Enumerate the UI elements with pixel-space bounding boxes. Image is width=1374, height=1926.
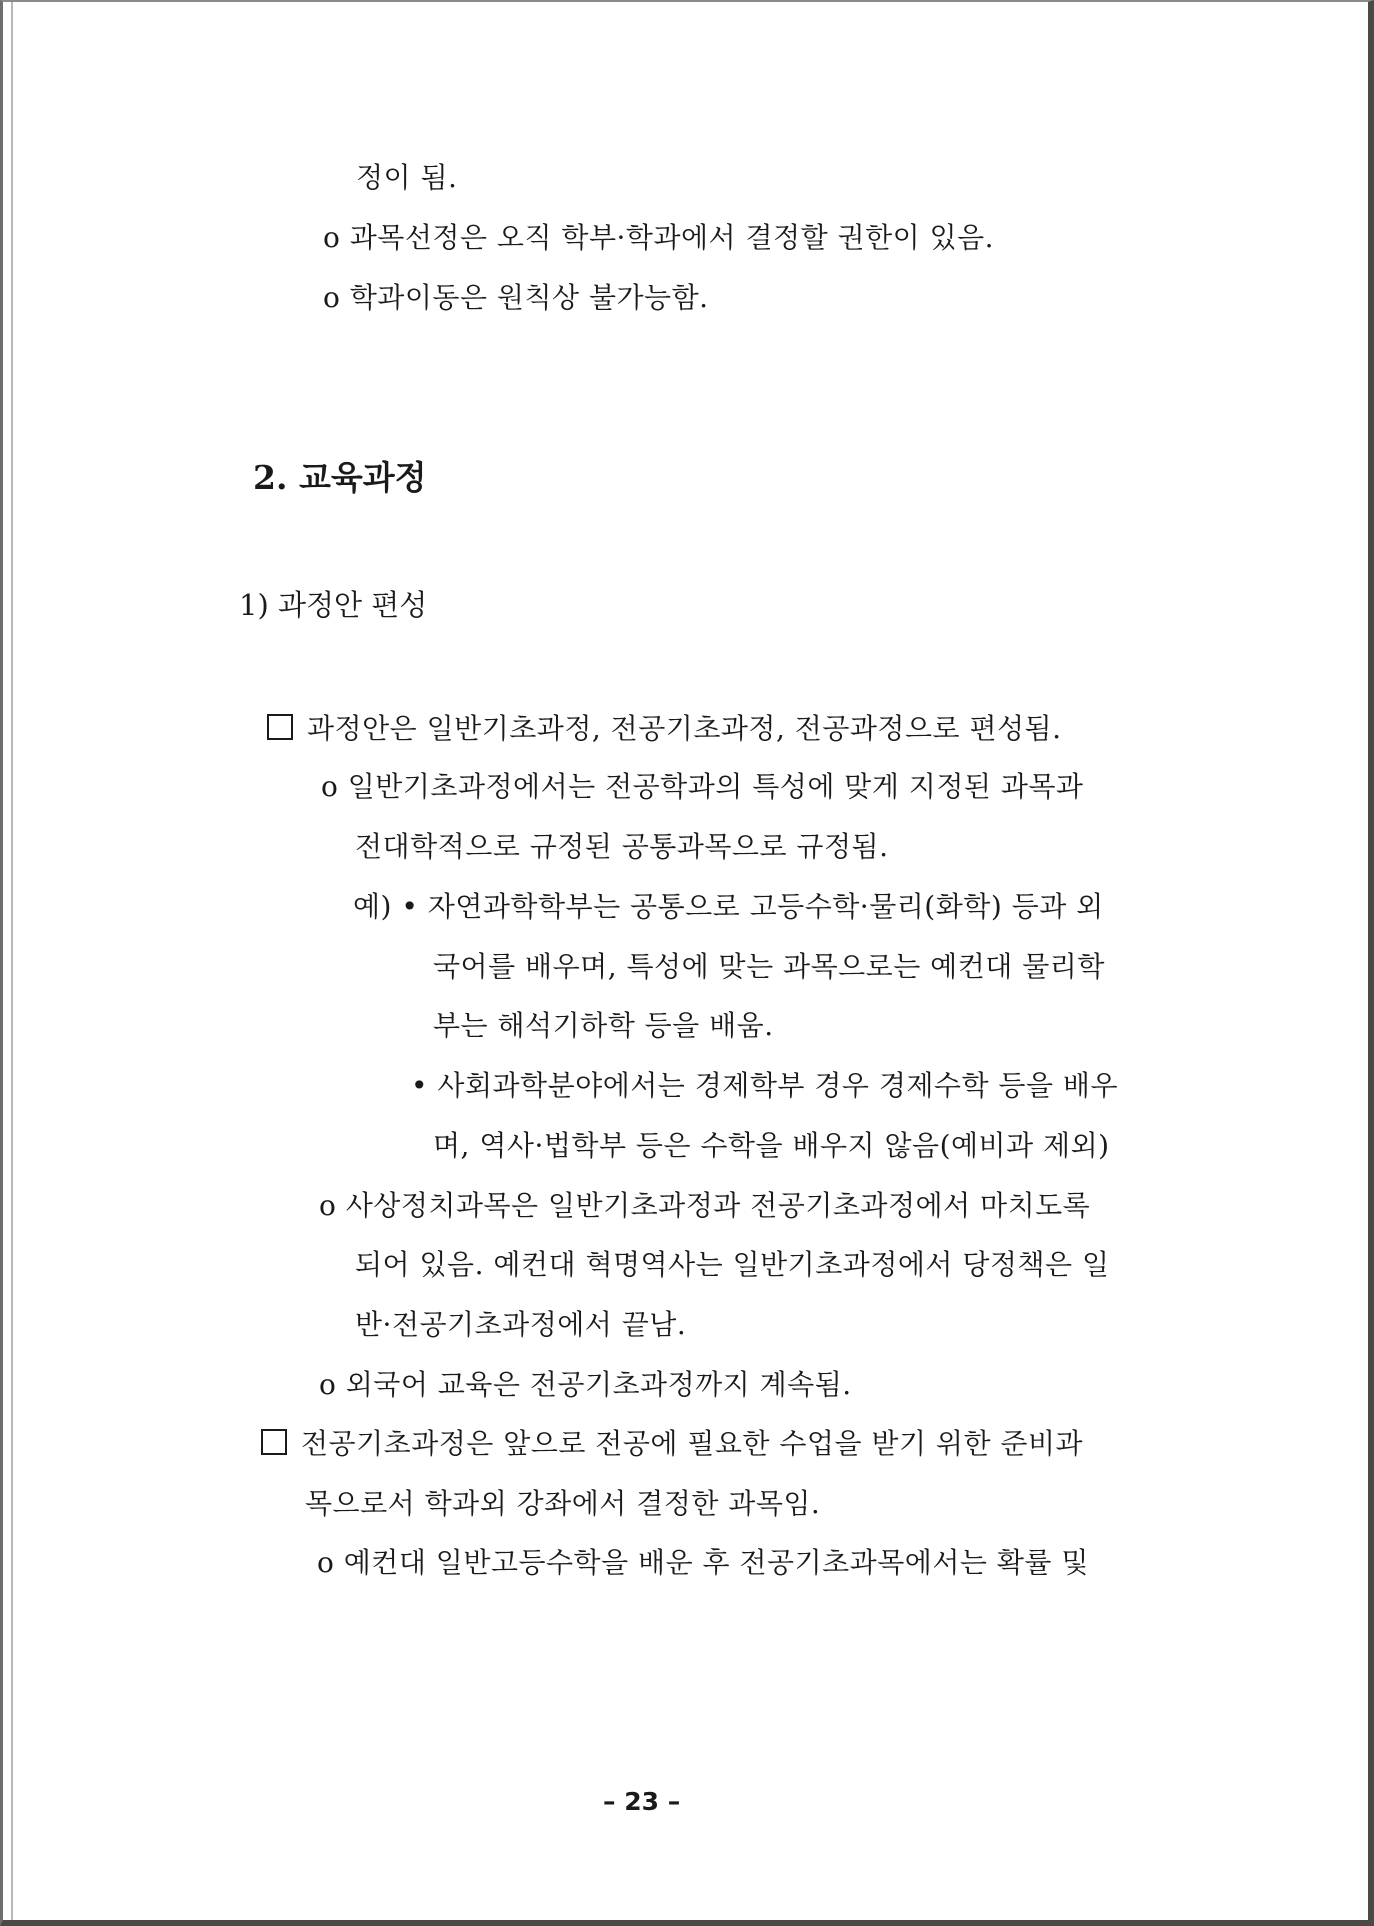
bullet-item: o 외국어 교육은 전공기초과정까지 계속됨. [319, 1368, 852, 1401]
text-line: 전대학적으로 규정된 공통과목으로 규정됨. [355, 830, 889, 863]
text-line: 정이 됨. [356, 161, 458, 194]
bullet-item: o 예컨대 일반고등수학을 배운 후 전공기초과목에서는 확률 및 [317, 1546, 1089, 1579]
bullet-item: o 학과이동은 원칙상 불가능함. [323, 281, 709, 314]
example-item: 예) • 자연과학학부는 공통으로 고등수학·물리(화학) 등과 외 [353, 890, 1104, 923]
text-line: 반·전공기초과정에서 끝남. [355, 1308, 687, 1341]
bullet-item: o 일반기초과정에서는 전공학과의 특성에 맞게 지정된 과목과 [321, 770, 1084, 803]
section-heading: 2. 교육과정 [253, 458, 427, 497]
text-line: 부는 해석기하학 등을 배움. [433, 1009, 774, 1042]
bullet-item: o 과목선정은 오직 학부·학과에서 결정할 권한이 있음. [323, 221, 995, 254]
bullet-item: o 사상정치과목은 일반기초과정과 전공기초과정에서 마치도록 [319, 1189, 1091, 1222]
text-line: 목으로서 학과외 강좌에서 결정한 과목임. [305, 1487, 821, 1520]
checkbox-paragraph [267, 709, 1062, 749]
example-item: • 사회과학분야에서는 경제학부 경우 경제수학 등을 배우 [411, 1069, 1119, 1102]
paragraph-text: 과정안은 일반기초과정, 전공기초과정, 전공과정으로 편성됨. [307, 712, 1062, 745]
text-line: 되어 있음. 예컨대 혁명역사는 일반기초과정에서 당정책은 일 [355, 1248, 1110, 1281]
paragraph-text: 전공기초과정은 앞으로 전공에 필요한 수업을 받기 위한 준비과 [301, 1427, 1084, 1460]
checkbox-square-icon [267, 714, 293, 740]
checkbox-square-icon [261, 1429, 287, 1455]
page-number: – 23 – [603, 1787, 681, 1816]
text-line: 국어를 배우며, 특성에 맞는 과목으로는 예컨대 물리학 [433, 950, 1105, 983]
checkbox-paragraph [261, 1424, 1083, 1464]
subsection-heading: 1) 과정안 편성 [239, 588, 428, 622]
text-line: 며, 역사·법학부 등은 수학을 배우지 않음(예비과 제외) [433, 1129, 1110, 1162]
